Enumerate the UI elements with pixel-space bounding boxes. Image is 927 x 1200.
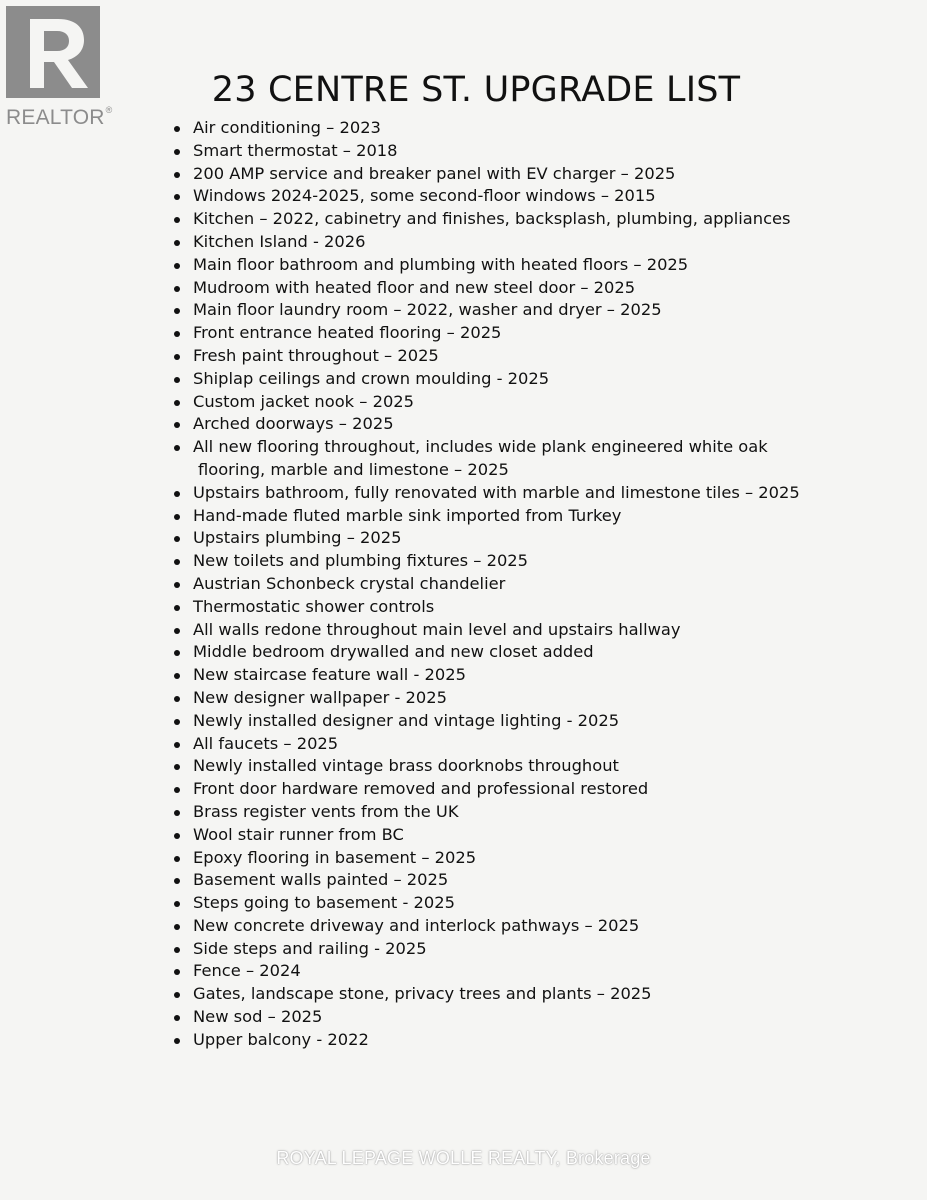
list-item: Mudroom with heated floor and new steel door – 2025 (193, 277, 893, 300)
brokerage-watermark: ROYAL LEPAGE WOLLE REALTY, Brokerage (276, 1148, 651, 1168)
list-item: Main floor bathroom and plumbing with heated floors – 2025 (193, 254, 893, 277)
list-item: Custom jacket nook – 2025 (193, 391, 893, 414)
list-item: Main floor laundry room – 2022, washer and dryer – 2025 (193, 299, 893, 322)
list-item: New designer wallpaper - 2025 (193, 687, 893, 710)
list-item: New staircase feature wall - 2025 (193, 664, 893, 687)
list-item: Smart thermostat – 2018 (193, 140, 893, 163)
list-item: Upstairs plumbing – 2025 (193, 527, 893, 550)
list-item: Side steps and railing - 2025 (193, 938, 893, 961)
list-item: 200 AMP service and breaker panel with EV charger – 2025 (193, 163, 893, 186)
list-item: Windows 2024-2025, some second-floor windows – 2015 (193, 185, 893, 208)
list-item: Arched doorways – 2025 (193, 413, 893, 436)
list-item: Fresh paint throughout – 2025 (193, 345, 893, 368)
list-item: Air conditioning – 2023 (193, 117, 893, 140)
list-item: Kitchen Island - 2026 (193, 231, 893, 254)
list-item: New concrete driveway and interlock pathways – 2025 (193, 915, 893, 938)
realtor-wordmark: REALTOR® (6, 105, 113, 129)
list-item: Basement walls painted – 2025 (193, 869, 893, 892)
list-item: Kitchen – 2022, cabinetry and finishes, backsplash, plumbing, appliances (193, 208, 893, 231)
list-item-text: All new flooring throughout, includes wide plank engineered white oak (193, 437, 768, 457)
list-item: Gates, landscape stone, privacy trees and plants – 2025 (193, 983, 893, 1006)
list-item: Hand-made fluted marble sink imported from Turkey (193, 505, 893, 528)
list-item: Front door hardware removed and professional restored (193, 778, 893, 801)
list-item: Upper balcony - 2022 (193, 1029, 893, 1052)
list-item: Epoxy flooring in basement – 2025 (193, 847, 893, 870)
list-item: All walls redone throughout main level and upstairs hallway (193, 619, 893, 642)
page-title: 23 CENTRE ST. UPGRADE LIST (211, 70, 741, 110)
list-item: Middle bedroom drywalled and new closet added (193, 641, 893, 664)
upgrade-list (193, 117, 893, 1052)
list-item: Austrian Schonbeck crystal chandelier (193, 573, 893, 596)
list-item: Newly installed designer and vintage lighting - 2025 (193, 710, 893, 733)
list-item: Shiplap ceilings and crown moulding - 2025 (193, 368, 893, 391)
list-item: New toilets and plumbing fixtures – 2025 (193, 550, 893, 573)
list-item: Brass register vents from the UK (193, 801, 893, 824)
list-item: Thermostatic shower controls (193, 596, 893, 619)
list-item: Wool stair runner from BC (193, 824, 893, 847)
list-item: Newly installed vintage brass doorknobs throughout (193, 755, 893, 778)
list-item (193, 436, 893, 482)
list-item: Upstairs bathroom, fully renovated with marble and limestone tiles – 2025 (193, 482, 893, 505)
list-item: Front entrance heated flooring – 2025 (193, 322, 893, 345)
list-item: Steps going to basement - 2025 (193, 892, 893, 915)
list-item: Fence – 2024 (193, 960, 893, 983)
list-item: All faucets – 2025 (193, 733, 893, 756)
list-item: New sod – 2025 (193, 1006, 893, 1029)
list-item-continuation: flooring, marble and limestone – 2025 (198, 459, 509, 479)
